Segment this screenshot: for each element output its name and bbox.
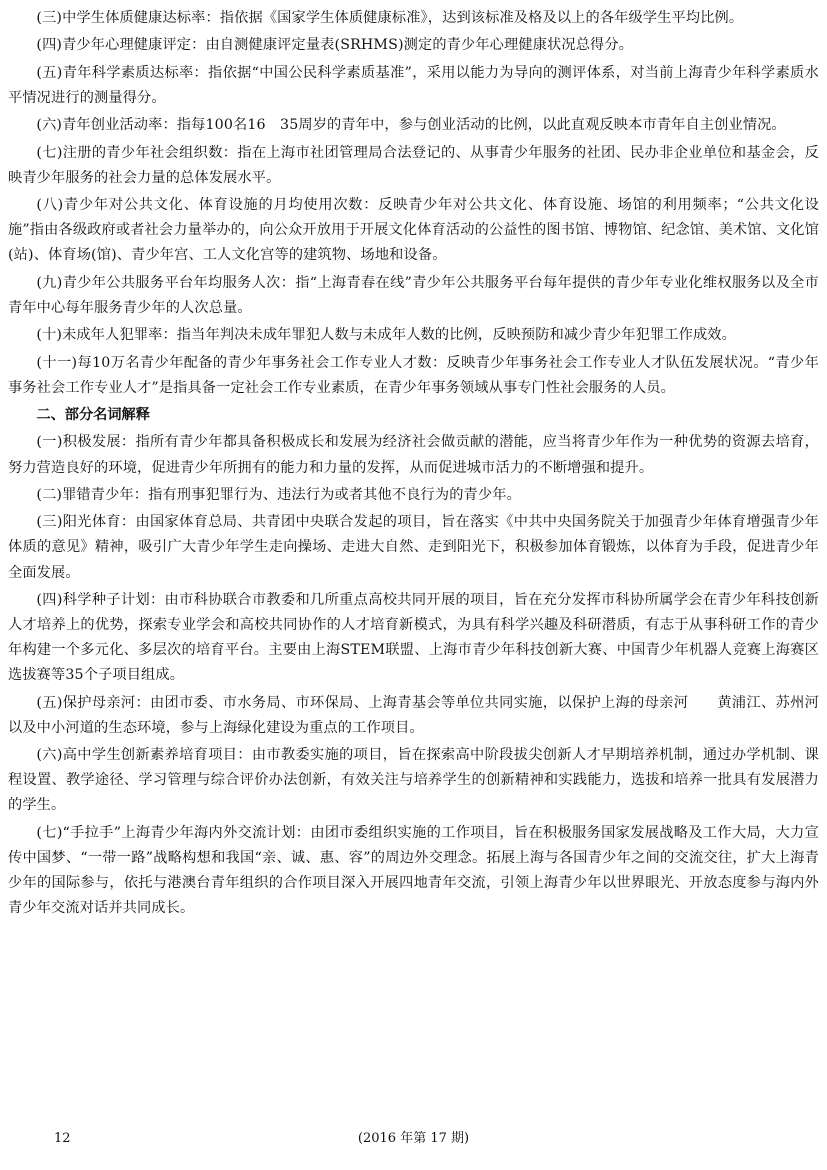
indicator-paragraph: (八)青少年对公共文化、体育设施的月均使用次数：反映青少年对公共文化、体育设施、场馆的利用频率；“公共文化设施”指由各级政府或者社会力量举办的，向公众开放用于开展文化体育活动的公益性的图书馆、博物馆、纪念馆、美术馆、文化馆(站)、体育场(馆)、青少年宫、工人文化宫等的建筑物、场地和设备。 — [8, 197, 819, 264]
indicator-paragraph: (十一)每10万名青少年配备的青少年事务社会工作专业人才数：反映青少年事务社会工作专业人才队伍发展状况。“青少年事务社会工作专业人才”是指具备一定社会工作专业素质，在青少年事务领域从事专门性社会服务的人员。 — [8, 354, 819, 396]
indicator-paragraph: (九)青少年公共服务平台年均服务人次：指“上海青春在线”青少年公共服务平台每年提供的青少年专业化维权服务以及全市青年中心每年服务青少年的人次总量。 — [8, 274, 819, 316]
indicator-paragraph: (十)未成年人犯罪率：指当年判决未成年罪犯人数与未成年人数的比例，反映预防和减少青少年犯罪工作成效。 — [36, 327, 736, 344]
indicator-paragraph: (四)青少年心理健康评定：由自测健康评定量表(SRHMS)测定的青少年心理健康状况总得分。 — [36, 37, 634, 54]
page-number: 12 — [54, 1131, 71, 1146]
glossary-paragraph: (一)积极发展：指所有青少年都具备积极成长和发展为经济社会做贡献的潜能，应当将青少年作为一种优势的资源去培育，努力营造良好的环境，促进青少年所拥有的能力和力量的发挥，从而促进城市活力的不断增强和提升。 — [8, 434, 819, 476]
indicator-paragraph: (五)青年科学素质达标率：指依据“中国公民科学素质基准”，采用以能力为导向的测评体系，对当前上海青少年科学素质水平情况进行的测量得分。 — [8, 64, 819, 106]
issue-label: (2016 年第 17 期) — [357, 1131, 470, 1146]
glossary-heading: 二、部分名词解释 — [36, 407, 150, 424]
indicator-paragraph: (七)注册的青少年社会组织数：指在上海市社团管理局合法登记的、从事青少年服务的社团、民办非企业单位和基金会，反映青少年服务的社会力量的总体发展水平。 — [8, 144, 819, 186]
glossary-paragraph: (二)罪错青少年：指有刑事犯罪行为、违法行为或者其他不良行为的青少年。 — [36, 486, 521, 503]
glossary-paragraph: (三)阳光体育：由国家体育总局、共青团中央联合发起的项目，旨在落实《中共中央国务院关于加强青少年体育增强青少年体质的意见》精神，吸引广大青少年学生走向操场、走进大自然、走到阳光下，积极参加体育锻炼，以体育为手段，促进青少年全面发展。 — [8, 514, 819, 581]
indicator-paragraph: (六)青年创业活动率：指每100名16 35周岁的青年中，参与创业活动的比例，以此直观反映本市青年自主创业情况。 — [36, 117, 786, 134]
glossary-paragraph: (七)“手拉手”上海青少年海内外交流计划：由团市委组织实施的工作项目，旨在积极服务国家发展战略及工作大局，大力宣传中国梦、“一带一路”战略构想和我国“亲、诚、惠、容”的周边外交理念。拓展上海与各国青少年之间的交流交往，扩大上海青少年的国际参与，依托与港澳台青年组织的合作项目深入开展四地青年交流，引领上海青少年以世界眼光、开放态度参与海内外青少年交流对话并共同成长。 — [8, 824, 819, 916]
glossary-paragraph: (六)高中学生创新素养培育项目：由市教委实施的项目，旨在探索高中阶段拔尖创新人才早期培养机制，通过办学机制、课程设置、教学途径、学习管理与综合评价办法创新，有效关注与培养学生的创新精神和实践能力，选拔和培养一批具有发展潜力的学生。 — [8, 747, 819, 814]
document-body — [8, 6, 819, 923]
indicator-paragraph: (三)中学生体质健康达标率：指依据《国家学生体质健康标准》，达到该标准及格及以上的各年级学生平均比例。 — [36, 10, 744, 26]
glossary-paragraph: (五)保护母亲河：由团市委、市水务局、市环保局、上海青基会等单位共同实施，以保护上海的母亲河 黄浦江、苏州河以及中小河道的生态环境，参与上海绿化建设为重点的工作项目。 — [8, 694, 819, 736]
glossary-paragraph: (四)科学种子计划：由市科协联合市教委和几所重点高校共同开展的项目，旨在充分发挥市科协所属学会在青少年科技创新人才培养上的优势，探索专业学会和高校共同协作的人才培育新模式，为具有科学兴趣及科研潜质，有志于从事科研工作的青少年构建一个多元化、多层次的培育平台。主要由上海STEM联盟、上海市青少年科技创新大赛、中国青少年机器人竞赛上海赛区选拔赛等35个子项目组成。 — [8, 591, 819, 684]
